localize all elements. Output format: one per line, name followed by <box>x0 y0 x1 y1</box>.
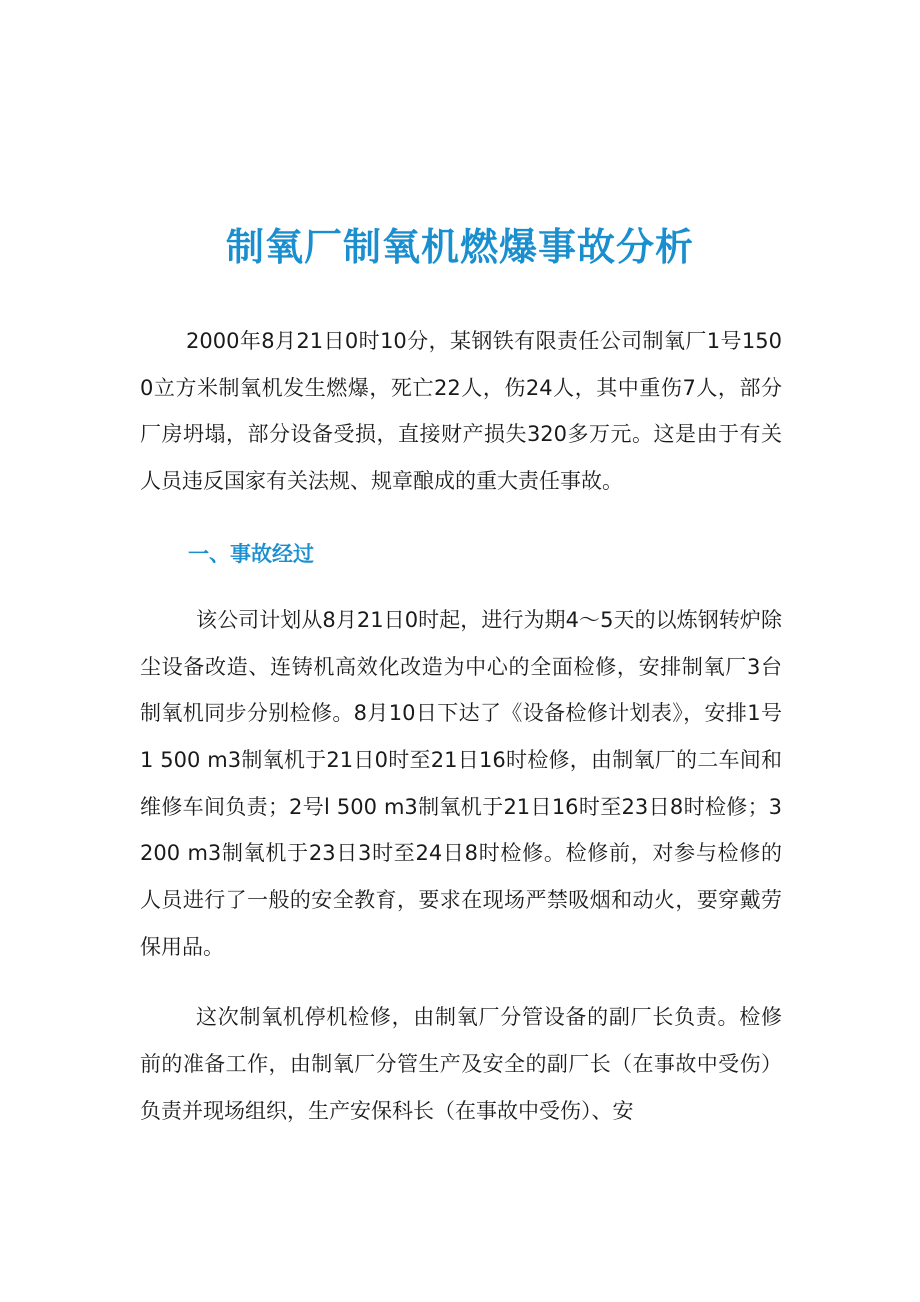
document-body <box>140 318 782 1135</box>
intro-paragraph: 2000年8月21日0时10分，某钢铁有限责任公司制氧厂1号1500立方米制氧机发生燃爆，死亡22人，伤24人，其中重伤7人，部分厂房坍塌，部分设备受损，直接财产损失320多万元。这是由于有关人员违反国家有关法规、规章酿成的重大责任事故。 <box>140 329 782 494</box>
section-heading-accident-process: 一、事故经过 <box>188 541 314 566</box>
accident-process-paragraph-1: 该公司计划从8月21日0时起，进行为期4～5天的以炼钢转炉除尘设备改造、连铸机高效化改造为中心的全面检修，安排制氧厂3台制氧机同步分别检修。8月10日下达了《设备检修计划表》，安排1号1 500 m3制氧机于21日0时至21日16时检修，由制氧厂的二车间和维修车间负责；2号l 500 m3制氧机于21日16时至23日8时检修；3 200 m3制氧机于23日3时至24日8时检修。检修前，对参与检修的人员进行了一般的安全教育，要求在现场严禁吸烟和动火，要穿戴劳保用品。 <box>140 607 782 959</box>
document-title: 制氧厂制氧机燃爆事故分析 <box>225 225 694 270</box>
accident-process-paragraph-2: 这次制氧机停机检修，由制氧厂分管设备的副厂长负责。检修前的准备工作，由制氧厂分管生产及安全的副厂长（在事故中受伤）负责并现场组织，生产安保科长（在事故中受伤）、安 <box>140 1005 782 1123</box>
